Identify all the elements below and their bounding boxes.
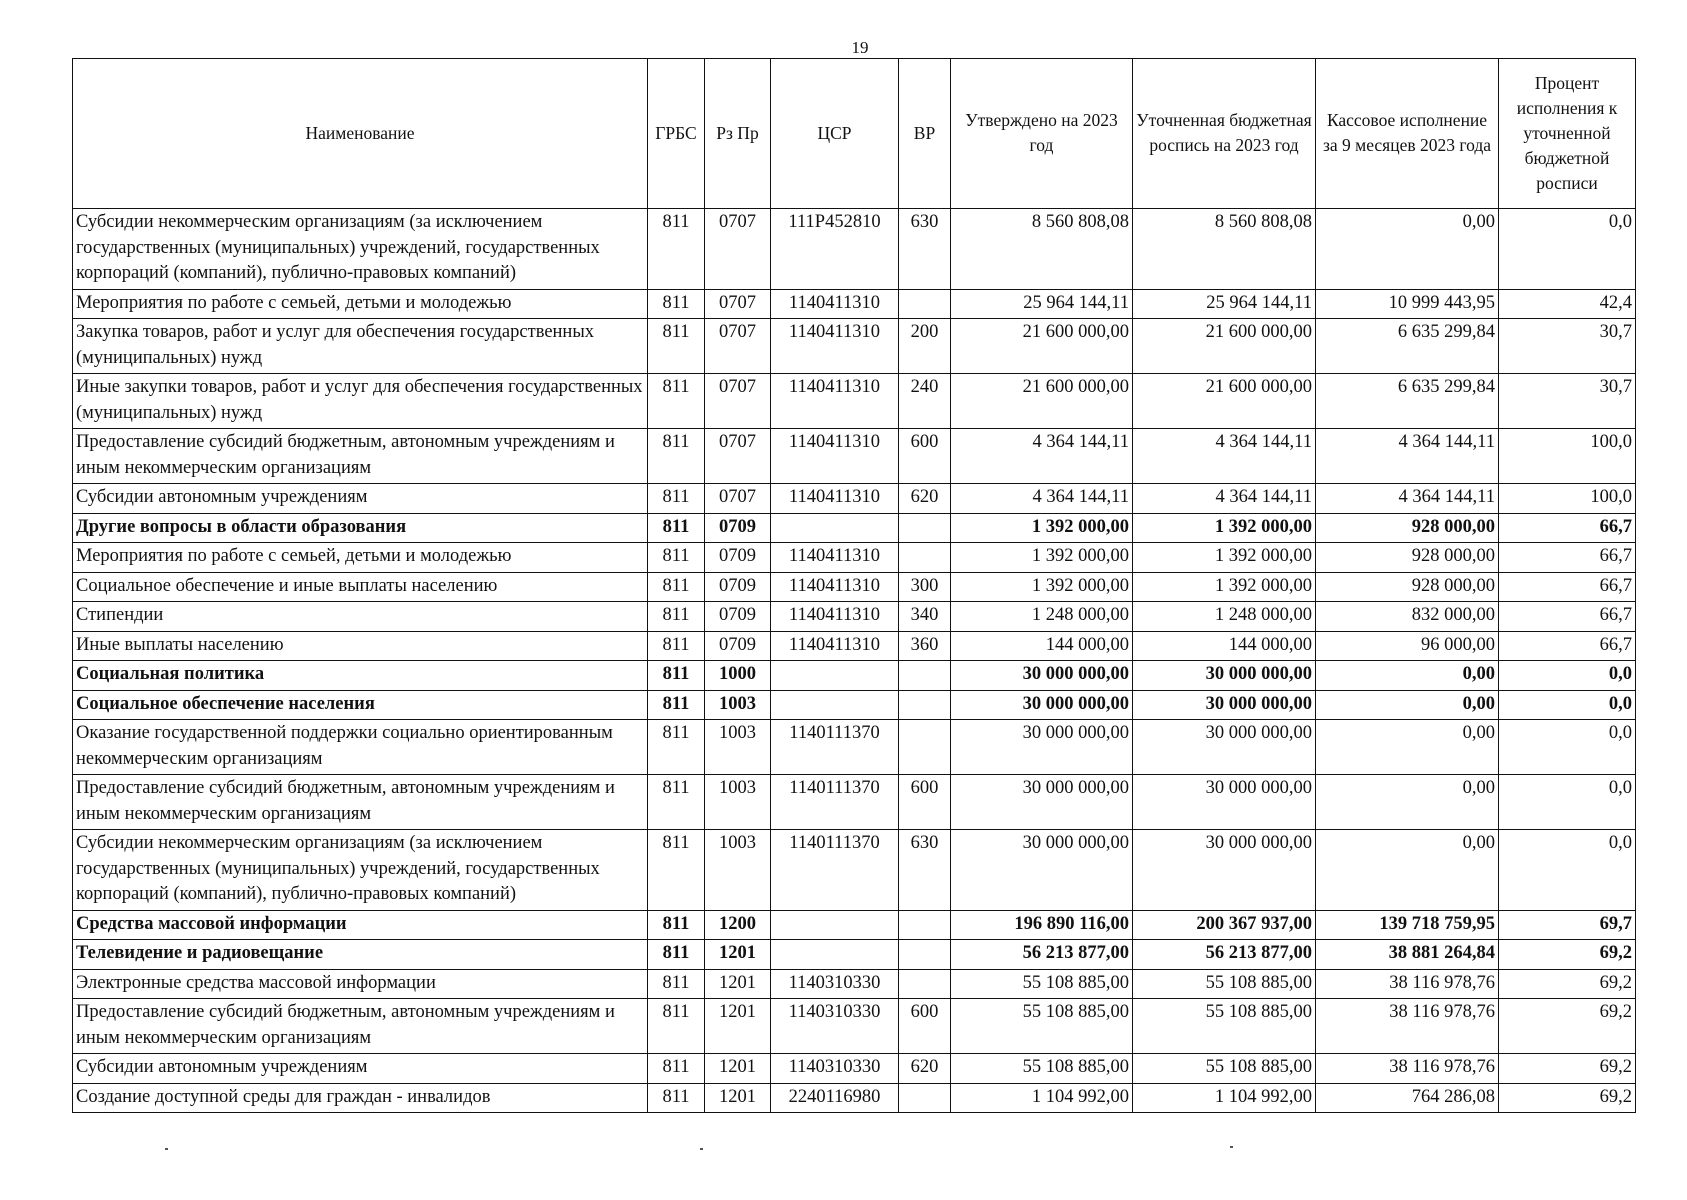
cell-percent: 69,2 [1499, 969, 1636, 999]
table-row [73, 690, 1636, 720]
cell-csr: 1140310330 [771, 969, 899, 999]
cell-approved: 1 248 000,00 [951, 602, 1133, 632]
header-percent: Процент исполнения к уточненной бюджетной росписи [1499, 59, 1636, 209]
cell-name: Иные выплаты населению [73, 631, 648, 661]
table-row [73, 720, 1636, 775]
cell-name: Другие вопросы в области образования [73, 513, 648, 543]
cell-csr: 1140411310 [771, 374, 899, 429]
cell-refined: 1 392 000,00 [1133, 543, 1316, 573]
cell-rzpr: 1200 [705, 910, 771, 940]
scan-speck [700, 1148, 703, 1150]
cell-refined: 30 000 000,00 [1133, 720, 1316, 775]
cell-grbs: 811 [648, 661, 705, 691]
cell-csr: 1140111370 [771, 775, 899, 830]
cell-percent: 100,0 [1499, 429, 1636, 484]
cell-approved: 21 600 000,00 [951, 319, 1133, 374]
cell-rzpr: 0707 [705, 374, 771, 429]
table-row [73, 543, 1636, 573]
cell-percent: 69,2 [1499, 999, 1636, 1054]
cell-name: Мероприятия по работе с семьей, детьми и молодежью [73, 543, 648, 573]
cell-approved: 1 392 000,00 [951, 543, 1133, 573]
table-row [73, 1054, 1636, 1084]
cell-grbs: 811 [648, 543, 705, 573]
cell-name: Предоставление субсидий бюджетным, автономным учреждениям и иным некоммерческим организациям [73, 429, 648, 484]
cell-grbs: 811 [648, 969, 705, 999]
cell-cash: 4 364 144,11 [1316, 429, 1499, 484]
cell-csr: 1140411310 [771, 289, 899, 319]
cell-rzpr: 1201 [705, 1054, 771, 1084]
cell-csr [771, 513, 899, 543]
cell-cash: 928 000,00 [1316, 572, 1499, 602]
cell-rzpr: 0707 [705, 484, 771, 514]
cell-rzpr: 0709 [705, 631, 771, 661]
header-refined: Уточненная бюджетная роспись на 2023 год [1133, 59, 1316, 209]
cell-cash: 0,00 [1316, 775, 1499, 830]
cell-csr [771, 940, 899, 970]
cell-percent: 0,0 [1499, 775, 1636, 830]
cell-refined: 200 367 937,00 [1133, 910, 1316, 940]
header-csr: ЦСР [771, 59, 899, 209]
cell-cash: 764 286,08 [1316, 1083, 1499, 1113]
cell-csr: 1140411310 [771, 429, 899, 484]
cell-name: Иные закупки товаров, работ и услуг для обеспечения государственных (муниципальных) нужд [73, 374, 648, 429]
cell-refined: 21 600 000,00 [1133, 374, 1316, 429]
cell-approved: 25 964 144,11 [951, 289, 1133, 319]
cell-cash: 0,00 [1316, 661, 1499, 691]
cell-rzpr: 0707 [705, 319, 771, 374]
cell-rzpr: 1003 [705, 775, 771, 830]
cell-approved: 8 560 808,08 [951, 209, 1133, 290]
cell-refined: 1 248 000,00 [1133, 602, 1316, 632]
cell-grbs: 811 [648, 910, 705, 940]
cell-rzpr: 0707 [705, 209, 771, 290]
cell-approved: 55 108 885,00 [951, 969, 1133, 999]
cell-vr [899, 661, 951, 691]
cell-cash: 38 881 264,84 [1316, 940, 1499, 970]
cell-grbs: 811 [648, 1054, 705, 1084]
cell-csr: 1140310330 [771, 999, 899, 1054]
cell-vr: 600 [899, 775, 951, 830]
cell-percent: 0,0 [1499, 661, 1636, 691]
cell-vr: 360 [899, 631, 951, 661]
cell-approved: 30 000 000,00 [951, 720, 1133, 775]
cell-grbs: 811 [648, 513, 705, 543]
cell-approved: 4 364 144,11 [951, 484, 1133, 514]
table-body [73, 209, 1636, 1113]
cell-approved: 144 000,00 [951, 631, 1133, 661]
cell-approved: 4 364 144,11 [951, 429, 1133, 484]
table-row [73, 969, 1636, 999]
cell-refined: 30 000 000,00 [1133, 775, 1316, 830]
cell-name: Мероприятия по работе с семьей, детьми и молодежью [73, 289, 648, 319]
table-row [73, 910, 1636, 940]
cell-rzpr: 1201 [705, 999, 771, 1054]
header-rzpr: Рз Пр [705, 59, 771, 209]
cell-cash: 4 364 144,11 [1316, 484, 1499, 514]
cell-csr [771, 910, 899, 940]
cell-name: Социальное обеспечение и иные выплаты населению [73, 572, 648, 602]
cell-percent: 0,0 [1499, 830, 1636, 911]
cell-vr: 600 [899, 999, 951, 1054]
cell-approved: 1 392 000,00 [951, 513, 1133, 543]
cell-cash: 928 000,00 [1316, 513, 1499, 543]
cell-rzpr: 1201 [705, 940, 771, 970]
cell-refined: 55 108 885,00 [1133, 999, 1316, 1054]
cell-grbs: 811 [648, 374, 705, 429]
cell-rzpr: 1000 [705, 661, 771, 691]
cell-grbs: 811 [648, 830, 705, 911]
scan-speck [1230, 1146, 1233, 1148]
cell-name: Оказание государственной поддержки социально ориентированным некоммерческим организациям [73, 720, 648, 775]
cell-percent: 42,4 [1499, 289, 1636, 319]
cell-csr: 1140111370 [771, 720, 899, 775]
cell-percent: 30,7 [1499, 319, 1636, 374]
cell-percent: 0,0 [1499, 690, 1636, 720]
cell-percent: 30,7 [1499, 374, 1636, 429]
cell-cash: 38 116 978,76 [1316, 969, 1499, 999]
cell-cash: 6 635 299,84 [1316, 319, 1499, 374]
scan-speck [165, 1148, 168, 1150]
cell-vr [899, 720, 951, 775]
cell-refined: 144 000,00 [1133, 631, 1316, 661]
cell-percent: 100,0 [1499, 484, 1636, 514]
cell-vr: 600 [899, 429, 951, 484]
cell-cash: 0,00 [1316, 830, 1499, 911]
cell-name: Электронные средства массовой информации [73, 969, 648, 999]
cell-vr [899, 690, 951, 720]
header-vr: ВР [899, 59, 951, 209]
cell-grbs: 811 [648, 484, 705, 514]
cell-name: Создание доступной среды для граждан - инвалидов [73, 1083, 648, 1113]
cell-cash: 96 000,00 [1316, 631, 1499, 661]
cell-csr: 1140411310 [771, 631, 899, 661]
cell-cash: 38 116 978,76 [1316, 1054, 1499, 1084]
cell-csr: 1140411310 [771, 602, 899, 632]
cell-approved: 55 108 885,00 [951, 1054, 1133, 1084]
cell-percent: 66,7 [1499, 602, 1636, 632]
cell-vr [899, 940, 951, 970]
cell-cash: 0,00 [1316, 209, 1499, 290]
cell-vr: 630 [899, 830, 951, 911]
cell-vr: 620 [899, 484, 951, 514]
cell-cash: 0,00 [1316, 690, 1499, 720]
cell-vr: 630 [899, 209, 951, 290]
cell-cash: 832 000,00 [1316, 602, 1499, 632]
cell-approved: 30 000 000,00 [951, 775, 1133, 830]
cell-rzpr: 1201 [705, 1083, 771, 1113]
cell-percent: 69,2 [1499, 1083, 1636, 1113]
cell-refined: 55 108 885,00 [1133, 969, 1316, 999]
header-cash: Кассовое исполнение за 9 месяцев 2023 года [1316, 59, 1499, 209]
cell-percent: 69,2 [1499, 1054, 1636, 1084]
cell-name: Стипендии [73, 602, 648, 632]
cell-grbs: 811 [648, 602, 705, 632]
cell-vr [899, 910, 951, 940]
budget-table [72, 58, 1636, 1113]
table-row [73, 429, 1636, 484]
cell-refined: 30 000 000,00 [1133, 830, 1316, 911]
cell-rzpr: 0707 [705, 429, 771, 484]
cell-name: Субсидии некоммерческим организациям (за исключением государственных (муниципальных) учреждений, государственных корпораций (компаний), публично-правовых компаний) [73, 209, 648, 290]
cell-csr [771, 690, 899, 720]
cell-vr [899, 543, 951, 573]
table-row [73, 289, 1636, 319]
cell-refined: 1 392 000,00 [1133, 572, 1316, 602]
cell-cash: 0,00 [1316, 720, 1499, 775]
cell-rzpr: 1003 [705, 720, 771, 775]
cell-refined: 56 213 877,00 [1133, 940, 1316, 970]
cell-refined: 30 000 000,00 [1133, 690, 1316, 720]
cell-csr: 1140411310 [771, 572, 899, 602]
cell-refined: 8 560 808,08 [1133, 209, 1316, 290]
table-row [73, 374, 1636, 429]
cell-name: Предоставление субсидий бюджетным, автономным учреждениям и иным некоммерческим организациям [73, 775, 648, 830]
cell-grbs: 811 [648, 289, 705, 319]
cell-percent: 69,2 [1499, 940, 1636, 970]
table-row [73, 661, 1636, 691]
table-row [73, 775, 1636, 830]
cell-rzpr: 1003 [705, 830, 771, 911]
cell-name: Закупка товаров, работ и услуг для обеспечения государственных (муниципальных) нужд [73, 319, 648, 374]
table-row [73, 572, 1636, 602]
cell-cash: 139 718 759,95 [1316, 910, 1499, 940]
table-row [73, 830, 1636, 911]
cell-vr: 620 [899, 1054, 951, 1084]
cell-cash: 928 000,00 [1316, 543, 1499, 573]
cell-rzpr: 1201 [705, 969, 771, 999]
cell-csr: 111P452810 [771, 209, 899, 290]
table-row [73, 319, 1636, 374]
cell-refined: 21 600 000,00 [1133, 319, 1316, 374]
cell-refined: 55 108 885,00 [1133, 1054, 1316, 1084]
cell-grbs: 811 [648, 319, 705, 374]
cell-grbs: 811 [648, 690, 705, 720]
table-row [73, 602, 1636, 632]
header-approved: Утверждено на 2023 год [951, 59, 1133, 209]
cell-percent: 66,7 [1499, 543, 1636, 573]
cell-vr [899, 969, 951, 999]
cell-refined: 4 364 144,11 [1133, 484, 1316, 514]
cell-rzpr: 0709 [705, 543, 771, 573]
table-row [73, 999, 1636, 1054]
cell-approved: 196 890 116,00 [951, 910, 1133, 940]
cell-name: Телевидение и радиовещание [73, 940, 648, 970]
cell-name: Социальное обеспечение населения [73, 690, 648, 720]
cell-percent: 66,7 [1499, 513, 1636, 543]
cell-percent: 69,7 [1499, 910, 1636, 940]
cell-percent: 66,7 [1499, 631, 1636, 661]
table-row [73, 513, 1636, 543]
cell-csr: 1140111370 [771, 830, 899, 911]
table-row [73, 940, 1636, 970]
cell-vr [899, 289, 951, 319]
cell-refined: 4 364 144,11 [1133, 429, 1316, 484]
cell-grbs: 811 [648, 631, 705, 661]
cell-grbs: 811 [648, 999, 705, 1054]
cell-grbs: 811 [648, 572, 705, 602]
cell-name: Предоставление субсидий бюджетным, автономным учреждениям и иным некоммерческим организациям [73, 999, 648, 1054]
cell-cash: 6 635 299,84 [1316, 374, 1499, 429]
table-row [73, 1083, 1636, 1113]
cell-refined: 1 392 000,00 [1133, 513, 1316, 543]
cell-vr [899, 1083, 951, 1113]
cell-csr: 1140411310 [771, 484, 899, 514]
table-row [73, 631, 1636, 661]
cell-csr: 1140411310 [771, 319, 899, 374]
cell-approved: 56 213 877,00 [951, 940, 1133, 970]
cell-percent: 66,7 [1499, 572, 1636, 602]
cell-percent: 0,0 [1499, 209, 1636, 290]
cell-csr: 1140310330 [771, 1054, 899, 1084]
cell-vr: 200 [899, 319, 951, 374]
cell-vr: 340 [899, 602, 951, 632]
cell-rzpr: 1003 [705, 690, 771, 720]
header-name: Наименование [73, 59, 648, 209]
table-row [73, 484, 1636, 514]
cell-name: Субсидии некоммерческим организациям (за исключением государственных (муниципальных) учреждений, государственных корпораций (компаний), публично-правовых компаний) [73, 830, 648, 911]
page-number: 19 [851, 38, 869, 57]
cell-refined: 30 000 000,00 [1133, 661, 1316, 691]
cell-refined: 1 104 992,00 [1133, 1083, 1316, 1113]
cell-rzpr: 0709 [705, 602, 771, 632]
cell-csr: 1140411310 [771, 543, 899, 573]
cell-vr: 300 [899, 572, 951, 602]
cell-grbs: 811 [648, 1083, 705, 1113]
cell-grbs: 811 [648, 209, 705, 290]
cell-approved: 21 600 000,00 [951, 374, 1133, 429]
header-grbs: ГРБС [648, 59, 705, 209]
cell-rzpr: 0707 [705, 289, 771, 319]
cell-vr: 240 [899, 374, 951, 429]
cell-name: Средства массовой информации [73, 910, 648, 940]
cell-approved: 30 000 000,00 [951, 830, 1133, 911]
cell-name: Субсидии автономным учреждениям [73, 484, 648, 514]
cell-grbs: 811 [648, 775, 705, 830]
cell-cash: 10 999 443,95 [1316, 289, 1499, 319]
cell-approved: 30 000 000,00 [951, 661, 1133, 691]
cell-rzpr: 0709 [705, 572, 771, 602]
cell-csr [771, 661, 899, 691]
cell-approved: 1 392 000,00 [951, 572, 1133, 602]
cell-approved: 30 000 000,00 [951, 690, 1133, 720]
cell-approved: 55 108 885,00 [951, 999, 1133, 1054]
cell-cash: 38 116 978,76 [1316, 999, 1499, 1054]
cell-refined: 25 964 144,11 [1133, 289, 1316, 319]
cell-grbs: 811 [648, 429, 705, 484]
cell-name: Субсидии автономным учреждениям [73, 1054, 648, 1084]
cell-vr [899, 513, 951, 543]
table-header-row [73, 59, 1636, 209]
cell-approved: 1 104 992,00 [951, 1083, 1133, 1113]
table-row [73, 209, 1636, 290]
cell-grbs: 811 [648, 720, 705, 775]
cell-csr: 2240116980 [771, 1083, 899, 1113]
cell-name: Социальная политика [73, 661, 648, 691]
cell-rzpr: 0709 [705, 513, 771, 543]
cell-percent: 0,0 [1499, 720, 1636, 775]
cell-grbs: 811 [648, 940, 705, 970]
